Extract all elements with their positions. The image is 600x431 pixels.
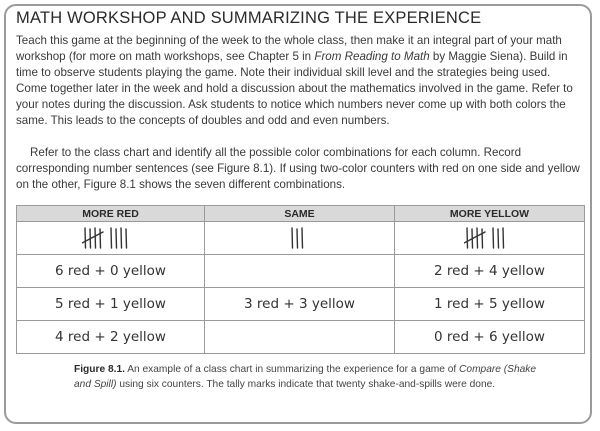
tally-stroke (467, 228, 468, 248)
tally-stroke (116, 229, 117, 248)
table-row (17, 321, 585, 354)
figure-label: Figure 8.1. (74, 364, 125, 375)
cell-more-yellow: 0 red + 6 yellow (395, 321, 585, 354)
section-title: MATH WORKSHOP AND SUMMARIZING THE EXPERIENCE (16, 9, 482, 27)
tally-stroke (292, 228, 293, 248)
tally-stroke (302, 228, 303, 248)
figure-caption (74, 362, 544, 392)
cell-more-red: 6 red + 0 yellow (17, 255, 205, 288)
cell-more-red: 4 red + 2 yellow (17, 321, 205, 354)
cell-same (205, 255, 395, 288)
game-name: Compare (Shake and Spill) (74, 364, 537, 390)
tally-marks-more-red (82, 226, 139, 250)
paragraph-2-text: Refer to the class chart and identify all the possible color combinations for each column. Record corresponding number sentences (see Figure 8.1). If using two-color counters with red on one side and yellow on the other, Figure 8.1 shows the seven different combinations. (16, 146, 580, 191)
caption-text-2: using six counters. The tally marks indicate that twenty shake-and-spills were done. (116, 379, 496, 390)
body-paragraph-1 (16, 33, 582, 129)
header-more-red: MORE RED (17, 206, 205, 222)
cell-more-yellow: 1 red + 5 yellow (395, 288, 585, 321)
cell-same (205, 321, 395, 354)
header-more-yellow: MORE YELLOW (395, 206, 585, 222)
class-chart (16, 205, 585, 354)
tally-stroke (477, 228, 478, 248)
tally-stroke (100, 229, 101, 248)
tally-stroke (126, 229, 127, 248)
cell-more-yellow: 2 red + 4 yellow (395, 255, 585, 288)
tally-stroke (498, 229, 499, 248)
cell-more-red: 5 red + 1 yellow (17, 288, 205, 321)
chart-header-row (17, 206, 585, 222)
tally-stroke (111, 228, 112, 248)
tally-cell-same (205, 222, 395, 255)
tally-marks-same (289, 226, 310, 250)
tally-stroke (482, 229, 483, 248)
tally-stroke (493, 228, 494, 248)
table-row (17, 255, 585, 288)
book-title: From Reading to Math (314, 50, 430, 63)
cell-same: 3 red + 3 yellow (205, 288, 395, 321)
tally-row (17, 222, 585, 255)
tally-cell-more-yellow (395, 222, 585, 255)
tally-cell-more-red (17, 222, 205, 255)
tally-stroke (503, 228, 504, 248)
caption-text-1: An example of a class chart in summarizing the experience for a game of (124, 364, 460, 375)
tally-stroke (297, 229, 298, 248)
paragraph-1-part-2: by Maggie Siena). Build in time to observe students playing the game. Note their individual skill level and the strategies being used. Come together later in the week and hold a discussion about the mathematics involved in the game. Refer to your notes during the discussion. Ask students to notice which numbers never come up with both colors the same. This leads to the concepts of doubles and odd and even numbers. (16, 50, 573, 127)
header-same: SAME (205, 206, 395, 222)
tally-marks-more-yellow (464, 226, 516, 250)
tally-stroke (95, 228, 96, 248)
body-paragraph-2 (16, 145, 582, 193)
tally-stroke (85, 228, 86, 248)
paragraph-1-part-1: Teach this game at the beginning of the week to the whole class, then make it an integral part of your math workshop (for more on math workshops, see Chapter 5 in (16, 34, 562, 63)
tally-stroke (121, 228, 122, 248)
table-row (17, 288, 585, 321)
